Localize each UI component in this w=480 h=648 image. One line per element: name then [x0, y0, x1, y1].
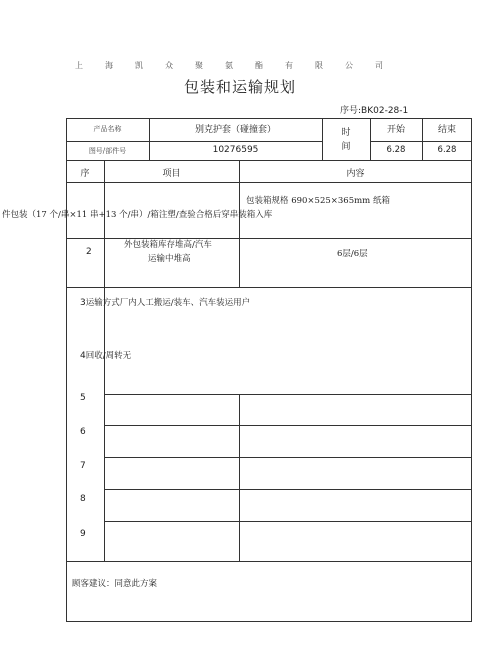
- start-label: 开始: [386, 125, 405, 135]
- column-header-item: 项目: [162, 169, 181, 179]
- row2-item-line1: 外包装箱库存堆高/汽车: [124, 240, 212, 250]
- row7-number: 7: [80, 461, 86, 471]
- row9-number: 9: [80, 529, 86, 539]
- column-header-seq: 序: [80, 169, 90, 179]
- time-label-bottom: 间: [341, 142, 351, 152]
- row4-item: 4回收/周转无: [80, 351, 132, 361]
- serial-label: 序号:: [340, 106, 362, 116]
- start-value: 6.28: [386, 145, 406, 155]
- row2-number: 2: [86, 247, 92, 257]
- product-name-value: 别克护套（碰撞套）: [194, 125, 276, 135]
- serial-value: BK02-28-1: [361, 106, 409, 116]
- row2-item-line2: 运输中堆高: [148, 254, 191, 264]
- row5-number: 5: [80, 393, 86, 403]
- end-value: 6.28: [437, 145, 457, 155]
- column-header-content: 内容: [346, 169, 365, 179]
- row8-number: 8: [80, 494, 86, 504]
- row1-item: 件包装（17 个/串×11 串+13 个/串）/箱注塑/查验合格后穿串装箱入库: [2, 210, 273, 220]
- serial-number: [340, 103, 408, 116]
- part-number-value: 10276595: [212, 145, 259, 155]
- row1-content: 包装箱规格 690×525×365mm 纸箱: [246, 196, 390, 206]
- row3-item: 3运输方式厂内人工搬运/装车、汽车装运用户: [80, 298, 251, 308]
- customer-advice: 顾客建议：同意此方案: [72, 579, 158, 589]
- product-name-label: 产品名称: [93, 125, 122, 133]
- company-name: 上海凯众聚氨酯有限公司: [75, 61, 405, 70]
- part-number-label: 图号/部件号: [88, 147, 127, 155]
- row6-number: 6: [80, 427, 86, 437]
- row2-content: 6层/6层: [337, 249, 368, 259]
- document-title: 包装和运输规划: [183, 78, 296, 96]
- end-label: 结束: [437, 125, 456, 135]
- time-label-top: 时: [341, 128, 351, 138]
